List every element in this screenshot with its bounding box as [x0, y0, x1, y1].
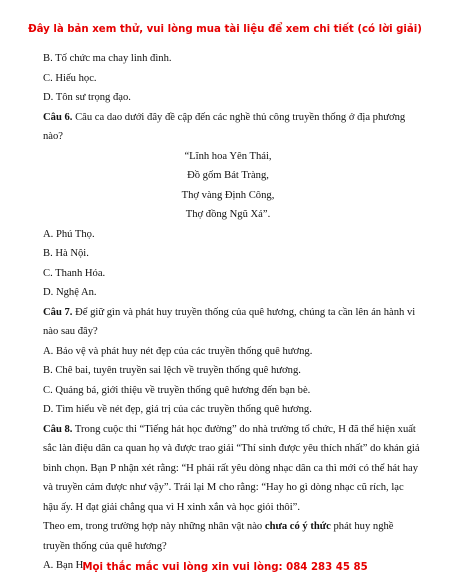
q7-label: Câu 7. [43, 306, 73, 318]
q5-option-c: C. Hiếu học. [43, 72, 97, 84]
document-body [43, 49, 420, 576]
q6-poem-line3: Thợ vàng Định Công, [181, 189, 275, 201]
q6-option-a: A. Phú Thọ. [43, 228, 95, 240]
q6-option-d: D. Nghệ An. [43, 287, 97, 298]
q6-prompt-line2: nào? [43, 131, 63, 142]
q5-option-d: D. Tôn sư trọng đạo. [43, 92, 131, 103]
contact-banner: Mọi thắc mắc vui lòng xin vui lòng: 084 283 45 85 [82, 562, 368, 573]
q6-label: Câu 6. [43, 111, 73, 123]
q8-prompt-line5: hậu ấy. H đạt giải chẳng qua vì H xinh xắn và học giỏi thôi”. [43, 501, 301, 513]
q8-question-line1 [43, 517, 413, 537]
q8-question-post: phát huy nghề [330, 521, 394, 532]
q8-prompt-line3: bình chọn. Bạn P nhận xét rằng: “H phải rất yêu dòng nhạc dân ca thì mới có thể hát hay [43, 462, 419, 474]
q8-prompt-line1 [43, 420, 416, 440]
q7-option-c: C. Quảng bá, giới thiệu về truyền thống quê hương đến bạn bè. [43, 384, 311, 396]
q6-prompt-line1 [43, 108, 413, 128]
q6-poem-line4: Thợ đồng Ngũ Xá”. [185, 209, 271, 220]
q8-label: Câu 8. [43, 423, 73, 435]
q6-option-b: B. Hà Nội. [43, 248, 89, 259]
q6-poem-line2: Đồ gốm Bát Tràng, [187, 170, 269, 181]
q8-option-a: A. Bạn H. [43, 560, 86, 571]
q6-poem-line1: “Lĩnh hoa Yên Thái, [184, 150, 272, 162]
q5-option-b: B. Tố chức ma chay linh đình. [43, 53, 172, 64]
q6-option-c: C. Thanh Hóa. [43, 267, 106, 279]
q6-text: Câu ca dao dưới đây đề cập đến các nghề thủ công truyền thống ở địa phương [72, 111, 406, 123]
q8-prompt-line2: sắc làn điệu dân ca quan họ và được trao giải “Thí sinh được yêu thích nhất” do khán giả [43, 443, 420, 454]
q8-question-pre: Theo em, trong trường hợp này những nhân vật nào [43, 521, 265, 532]
preview-banner: Đây là bản xem thử, vui lòng mua tài liệu để xem chi tiết (có lời giải) [28, 24, 422, 35]
q7-option-b: B. Chê bai, tuyên truyền sai lệch về truyền thống quê hương. [43, 365, 301, 376]
q7-option-d: D. Tìm hiểu về nét đẹp, giá trị của các truyền thống quê hương. [43, 404, 312, 415]
q7-prompt-line1 [43, 303, 416, 323]
q8-text: Trong cuộc thi “Tiếng hát học đường” do nhà trường tổ chức, H đã thể hiện xuất [72, 423, 416, 435]
q8-prompt-line4: và truyền cảm được như vậy”. Trái lại M cho rằng: “Hay ho gì dòng nhạc cũ rích, lạc [43, 482, 404, 493]
q8-question-line2: truyền thống của quê hương? [43, 540, 167, 552]
q8-question-emphasis: chưa có ý thức [264, 521, 331, 532]
q7-text: Để giữ gìn và phát huy truyền thống của quê hương, chúng ta cần lên án hành vi [72, 306, 416, 318]
q7-prompt-line2: nào sau đây? [43, 326, 98, 337]
q7-option-a: A. Bảo vệ và phát huy nét đẹp của các truyền thống quê hương. [43, 345, 313, 357]
